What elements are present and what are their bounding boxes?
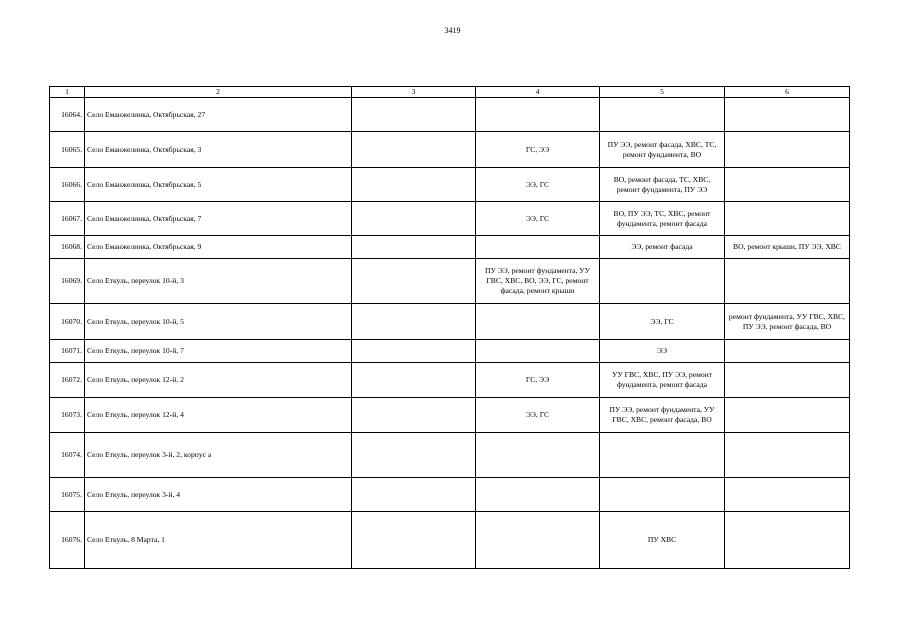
column-header: 5 <box>600 87 725 98</box>
row-number: 16065. <box>50 132 85 168</box>
cell-col6 <box>725 98 850 132</box>
row-number: 16064. <box>50 98 85 132</box>
table-row <box>50 433 850 478</box>
row-number: 16076. <box>50 512 85 569</box>
cell-col6 <box>725 512 850 569</box>
cell-col6 <box>725 132 850 168</box>
cell-col3 <box>352 433 476 478</box>
column-header: 4 <box>476 87 600 98</box>
row-address: Село Еткуль, переулок 12-й, 2 <box>85 363 352 398</box>
cell-col5: ПУ ЭЭ, ремонт фасада, ХВС, ТС, ремонт фундамента, ВО <box>600 132 725 168</box>
cell-col3 <box>352 98 476 132</box>
row-address: Село Еткуль, переулок 12-й, 4 <box>85 398 352 433</box>
column-header: 1 <box>50 87 85 98</box>
cell-col5 <box>600 478 725 512</box>
cell-col5 <box>600 98 725 132</box>
cell-col4 <box>476 236 600 259</box>
cell-col5 <box>600 259 725 304</box>
row-number: 16071. <box>50 340 85 363</box>
cell-col4: ПУ ЭЭ, ремонт фундамента, УУ ГВС, ХВС, ВО, ЭЭ, ГС, ремонт фасада, ремонт крыши <box>476 259 600 304</box>
row-number: 16073. <box>50 398 85 433</box>
cell-col4: ГС, ЭЭ <box>476 363 600 398</box>
table-row <box>50 259 850 304</box>
cell-col3 <box>352 363 476 398</box>
header-row <box>50 87 850 98</box>
cell-col6 <box>725 433 850 478</box>
cell-col3 <box>352 304 476 340</box>
cell-col4 <box>476 512 600 569</box>
cell-col3 <box>352 259 476 304</box>
cell-col6: ВО, ремонт крыши, ПУ ЭЭ, ХВС <box>725 236 850 259</box>
row-number: 16067. <box>50 202 85 236</box>
cell-col5: ЭЭ, ремонт фасада <box>600 236 725 259</box>
cell-col6 <box>725 478 850 512</box>
cell-col4: ЭЭ, ГС <box>476 202 600 236</box>
row-address: Село Еманжелинка, Октябрьская, 27 <box>85 98 352 132</box>
row-number: 16075. <box>50 478 85 512</box>
row-address: Село Еткуль, переулок 10-й, 7 <box>85 340 352 363</box>
table-row <box>50 363 850 398</box>
row-address: Село Еманжелинка, Октябрьская, 5 <box>85 168 352 202</box>
cell-col3 <box>352 168 476 202</box>
row-number: 16066. <box>50 168 85 202</box>
table-row <box>50 512 850 569</box>
cell-col5: ПУ ХВС <box>600 512 725 569</box>
page-number: 3419 <box>444 26 461 35</box>
cell-col4 <box>476 478 600 512</box>
column-header: 6 <box>725 87 850 98</box>
table-row <box>50 398 850 433</box>
cell-col5: ВО, ремонт фасада, ТС, ХВС, ремонт фундамента, ПУ ЭЭ <box>600 168 725 202</box>
cell-col3 <box>352 398 476 433</box>
row-address: Село Еманжелинка, Октябрьская, 9 <box>85 236 352 259</box>
row-address: Село Еткуль, переулок 10-й, 5 <box>85 304 352 340</box>
table-row <box>50 132 850 168</box>
row-address: Село Еманжелинка, Октябрьская, 7 <box>85 202 352 236</box>
row-address: Село Еткуль, 8 Марта, 1 <box>85 512 352 569</box>
cell-col6 <box>725 168 850 202</box>
cell-col3 <box>352 202 476 236</box>
cell-col3 <box>352 478 476 512</box>
register-table <box>49 86 850 569</box>
cell-col5: ЭЭ <box>600 340 725 363</box>
table-row <box>50 478 850 512</box>
cell-col5: ЭЭ, ГС <box>600 304 725 340</box>
row-number: 16068. <box>50 236 85 259</box>
row-address: Село Еткуль, переулок 10-й, 3 <box>85 259 352 304</box>
cell-col6 <box>725 202 850 236</box>
cell-col4 <box>476 304 600 340</box>
cell-col6 <box>725 398 850 433</box>
cell-col4 <box>476 433 600 478</box>
cell-col6: ремонт фундамента, УУ ГВС, ХВС, ПУ ЭЭ, ремонт фасада, ВО <box>725 304 850 340</box>
cell-col3 <box>352 132 476 168</box>
column-header: 2 <box>85 87 352 98</box>
cell-col4: ЭЭ, ГС <box>476 168 600 202</box>
row-address: Село Еткуль, переулок 3-й, 4 <box>85 478 352 512</box>
cell-col3 <box>352 236 476 259</box>
cell-col6 <box>725 340 850 363</box>
cell-col4: ЭЭ, ГС <box>476 398 600 433</box>
cell-col4: ГС, ЭЭ <box>476 132 600 168</box>
cell-col5 <box>600 433 725 478</box>
table-row <box>50 304 850 340</box>
cell-col5: УУ ГВС, ХВС, ПУ ЭЭ, ремонт фундамента, ремонт фасада <box>600 363 725 398</box>
cell-col5: ПУ ЭЭ, ремонт фундамента, УУ ГВС, ХВС, ремонт фасада, ВО <box>600 398 725 433</box>
cell-col6 <box>725 259 850 304</box>
table-row <box>50 202 850 236</box>
row-address: Село Еманжелинка, Октябрьская, 3 <box>85 132 352 168</box>
row-number: 16074. <box>50 433 85 478</box>
row-number: 16072. <box>50 363 85 398</box>
row-number: 16069. <box>50 259 85 304</box>
column-header: 3 <box>352 87 476 98</box>
cell-col3 <box>352 512 476 569</box>
cell-col4 <box>476 98 600 132</box>
row-number: 16070. <box>50 304 85 340</box>
table-row <box>50 236 850 259</box>
cell-col4 <box>476 340 600 363</box>
table-row <box>50 98 850 132</box>
row-address: Село Еткуль, переулок 3-й, 2, корпус а <box>85 433 352 478</box>
cell-col3 <box>352 340 476 363</box>
cell-col6 <box>725 363 850 398</box>
table-row <box>50 340 850 363</box>
cell-col5: ВО, ПУ ЭЭ, ТС, ХВС, ремонт фундамента, ремонт фасада <box>600 202 725 236</box>
table-row <box>50 168 850 202</box>
